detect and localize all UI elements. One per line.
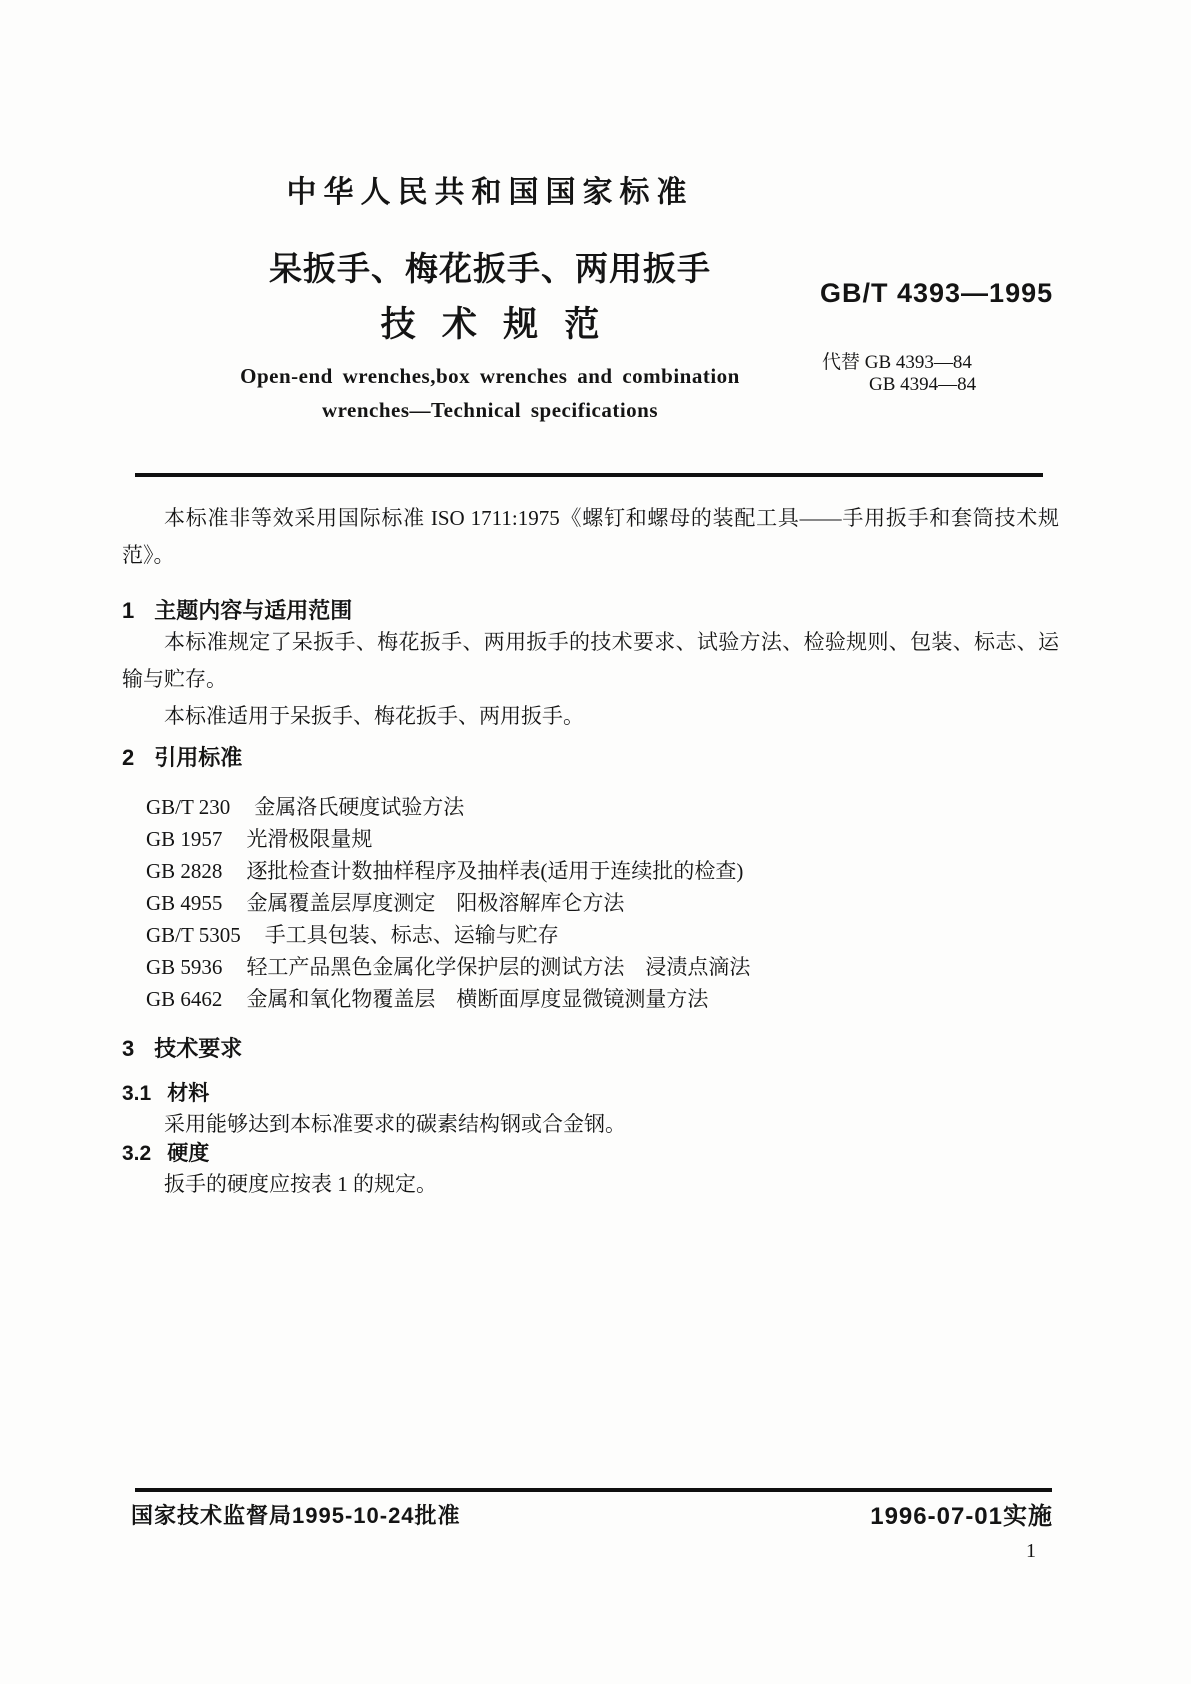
- reference-item: [146, 887, 1059, 919]
- document-title-chinese-line1: 呆扳手、梅花扳手、两用扳手: [269, 250, 711, 287]
- reference-code: GB 6462: [146, 987, 223, 1011]
- reference-title: 手工具包装、标志、运输与贮存: [264, 923, 559, 947]
- page-number: 1: [1026, 1540, 1036, 1562]
- section-1-paragraph-1: 本标准规定了呆扳手、梅花扳手、两用扳手的技术要求、试验方法、检验规则、包装、标志、运输与贮存。: [122, 630, 1059, 691]
- reference-item: [146, 983, 1059, 1015]
- section-1-paragraph-2: 本标准适用于呆扳手、梅花扳手、两用扳手。: [164, 704, 584, 728]
- section-2-heading: [122, 745, 1059, 771]
- reference-code: GB 5936: [146, 955, 223, 979]
- implementation-note: 1996-07-01实施: [870, 1503, 1053, 1530]
- section-3-1-heading: [122, 1081, 1059, 1107]
- reference-code: GB 1957: [146, 827, 223, 851]
- section-3-number: 3: [122, 1036, 135, 1061]
- footer-divider: [135, 1488, 1052, 1492]
- reference-title: 金属洛氏硬度试验方法: [254, 795, 465, 819]
- section-2-title: 引用标准: [154, 745, 243, 770]
- document-title-english-line2: wrenches—Technical specifications: [321, 398, 659, 422]
- reference-item: [146, 855, 1059, 887]
- reference-title: 光滑极限量规: [246, 827, 373, 851]
- reference-code: GB/T 230: [146, 795, 231, 819]
- supersedes-line1: 代替 GB 4393—84: [822, 352, 972, 373]
- reference-item: [146, 823, 1059, 855]
- section-3-2-number: 3.2: [122, 1142, 152, 1165]
- standard-number: GB/T 4393—1995: [820, 278, 1054, 308]
- supersedes-line2: GB 4394—84: [869, 374, 977, 395]
- section-3-heading: [122, 1036, 1059, 1062]
- section-1-title: 主题内容与适用范围: [154, 598, 353, 623]
- intro-paragraph: 本标准非等效采用国际标准 ISO 1711:1975《螺钉和螺母的装配工具——手用扳手和套筒技术规范》。: [122, 506, 1059, 567]
- document-title-chinese-line2: 技术规范: [380, 305, 626, 344]
- reference-title: 金属和氧化物覆盖层 横断面厚度显微镜测量方法: [246, 987, 709, 1011]
- document-title-english-line1: Open-end wrenches,box wrenches and combination: [240, 364, 740, 388]
- reference-code: GB 2828: [146, 859, 223, 883]
- section-1-heading: [122, 598, 1059, 624]
- section-3-1-title: 材料: [167, 1082, 210, 1105]
- section-1-number: 1: [122, 598, 135, 623]
- section-3-2-heading: [122, 1141, 1059, 1167]
- supersedes-note: [822, 352, 976, 396]
- reference-title: 金属覆盖层厚度测定 阳极溶解库仑方法: [246, 891, 625, 915]
- reference-item: [146, 791, 1059, 823]
- section-3-2-text: 扳手的硬度应按表 1 的规定。: [164, 1172, 437, 1196]
- section-3-title: 技术要求: [154, 1036, 243, 1061]
- section-3-1-text: 采用能够达到本标准要求的碳素结构钢或合金钢。: [164, 1112, 626, 1136]
- reference-code: GB 4955: [146, 891, 223, 915]
- section-2-number: 2: [122, 745, 135, 770]
- reference-code: GB/T 5305: [146, 923, 241, 947]
- reference-list: [122, 791, 1059, 1015]
- approval-note: 国家技术监督局1995-10-24批准: [131, 1503, 461, 1528]
- reference-item: [146, 919, 1059, 951]
- reference-item: [146, 951, 1059, 983]
- document-body: [122, 500, 1059, 1201]
- header-divider: [135, 473, 1043, 477]
- national-standard-label: 中华人民共和国国家标准: [286, 176, 694, 209]
- section-3-1-number: 3.1: [122, 1082, 152, 1105]
- section-3-2-title: 硬度: [167, 1142, 210, 1165]
- reference-title: 逐批检查计数抽样程序及抽样表(适用于连续批的检查): [246, 859, 744, 883]
- reference-title: 轻工产品黑色金属化学保护层的测试方法 浸渍点滴法: [246, 955, 751, 979]
